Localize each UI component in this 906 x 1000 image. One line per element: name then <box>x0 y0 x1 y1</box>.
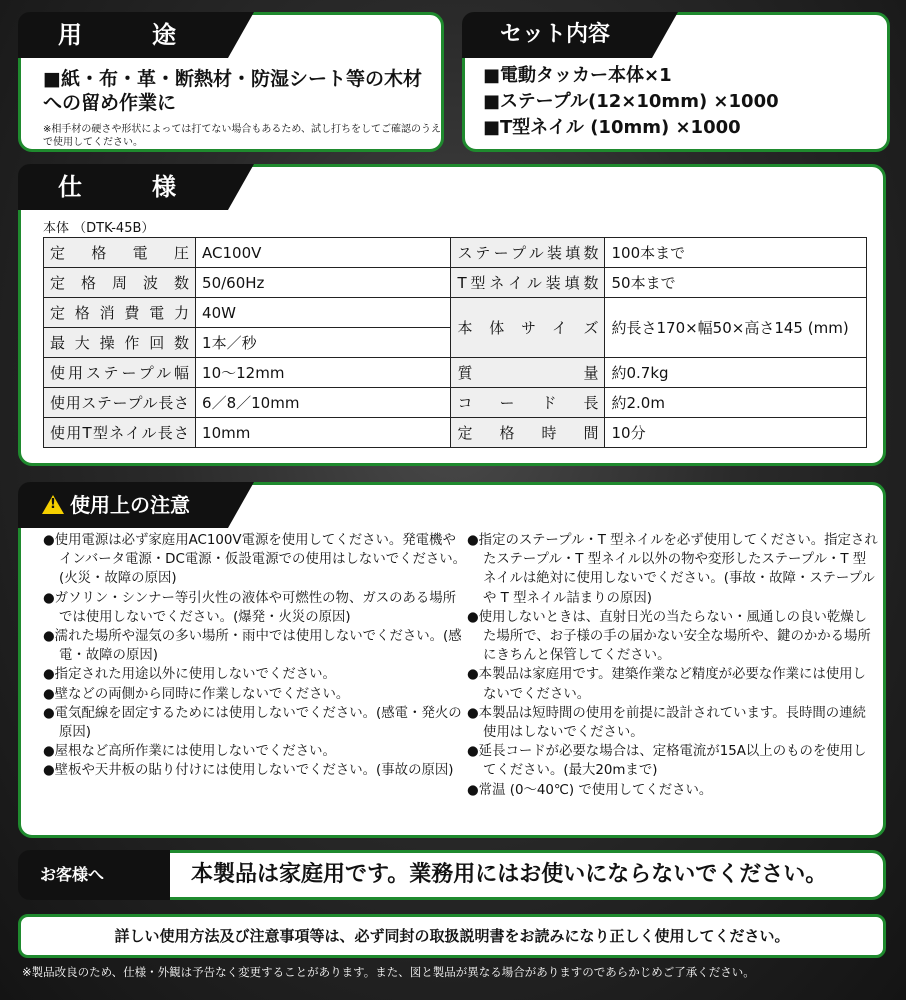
set-contents-panel <box>462 12 890 152</box>
table-row <box>44 358 867 388</box>
spec-caption: 本体 （DTK-45B） <box>43 221 155 236</box>
spec-value: 50/60Hz <box>196 268 451 298</box>
set-contents-list <box>483 63 779 141</box>
list-item: ●本製品は家庭用です。建築作業など精度が必要な作業には使用しないでください。 <box>467 667 866 702</box>
spec-value: 40W <box>196 298 451 328</box>
list-item: ●壁板や天井板の貼り付けには使用しないでください。(事故の原因) <box>43 763 454 779</box>
list-item: ●ガソリン・シンナー等引火性の液体や可燃性の物、ガスのある場所では使用しないでください。(爆発・火災の原因) <box>43 590 457 625</box>
spec-value: AC100V <box>196 238 451 268</box>
table-row <box>44 268 867 298</box>
set-contents-tab: セット内容 <box>462 12 652 58</box>
spec-key: 使用ステープル長さ <box>44 388 196 418</box>
spec-value: 約長さ170×幅50×高さ145 (mm) <box>605 298 867 358</box>
caution-panel <box>18 482 886 838</box>
customer-notice-label: お客様へ <box>18 850 170 900</box>
list-item: ●延長コードが必要な場合は、定格電流が15A以上のものを使用してください。(最大20mまで) <box>467 744 867 779</box>
list-item: ●本製品は短時間の使用を前提に設計されています。長時間の連続使用はしないでください。 <box>467 705 866 741</box>
warning-icon: ! <box>42 495 64 514</box>
caution-tab-label: 使用上の注意 <box>70 493 190 517</box>
usage-panel <box>18 12 444 152</box>
spec-key: 定格時間 <box>451 418 605 448</box>
spec-key: 最大操作回数 <box>44 328 196 358</box>
spec-value: 10〜12mm <box>196 358 451 388</box>
spec-value: 100本まで <box>605 238 867 268</box>
spec-tab-char-1: 仕 <box>58 173 82 201</box>
spec-value: 約0.7kg <box>605 358 867 388</box>
spec-table <box>43 237 867 448</box>
customer-notice-text: 本製品は家庭用です。業務用にはお使いにならないでください。 <box>191 862 828 887</box>
usage-main-text: ■紙・布・革・断熱材・防湿シート等の木材 への留め作業に <box>43 68 441 114</box>
caution-tab <box>18 482 228 528</box>
list-item: ●電気配線を固定するためには使用しないでください。(感電・発火の原因) <box>43 705 462 741</box>
spec-value: 10mm <box>196 418 451 448</box>
spec-key: 質量 <box>451 358 605 388</box>
spec-tab-char-2: 様 <box>152 173 176 201</box>
spec-key: T型ネイル装填数 <box>451 268 605 298</box>
table-row <box>44 238 867 268</box>
spec-value: 10分 <box>605 418 867 448</box>
list-item: ●使用しないときは、直射日光の当たらない・風通しの良い乾燥した場所で、お子様の手の届かない安全な場所や、鍵のかかる場所にきちんと保管してください。 <box>467 609 871 664</box>
table-row <box>44 388 867 418</box>
footnote: ※製品改良のため、仕様・外観は予告なく変更することがあります。また、図と製品が異なる場合がありますのであらかじめご了承ください。 <box>22 965 755 979</box>
spec-value: 1本／秒 <box>196 328 451 358</box>
spec-value: 50本まで <box>605 268 867 298</box>
list-item: ●常温 (0〜40℃) で使用してください。 <box>467 782 713 798</box>
spec-value: 約2.0m <box>605 388 867 418</box>
caution-left-column <box>43 531 467 781</box>
spec-key: ステープル装填数 <box>451 238 605 268</box>
table-row <box>44 298 867 328</box>
manual-notice-text: 詳しい使用方法及び注意事項等は、必ず同封の取扱説明書をお読みになり正しく使用してください。 <box>114 927 790 945</box>
spec-key: 本体サイズ <box>451 298 605 358</box>
spec-key: 使用T型ネイル長さ <box>44 418 196 448</box>
spec-tab <box>18 164 228 210</box>
spec-key: 定格電圧 <box>44 238 196 268</box>
usage-tab-char-1: 用 <box>58 21 82 49</box>
caution-right-column <box>467 531 879 800</box>
list-item: ●壁などの両側から同時に作業しないでください。 <box>43 686 350 702</box>
customer-notice-panel <box>18 850 886 900</box>
usage-note: ※相手材の硬さや形状によっては打てない場合もあるため、試し打ちをしてご確認のうえで使用してください。 <box>43 124 441 148</box>
list-item: ●指定のステープル・T 型ネイルを必ず使用してください。指定されたステープル・T 型ネイル以外の物や変形したステープル・T 型ネイルは絶対に使用しないでください。(事故・故障・ステープルや T 型ネイル詰まりの原因) <box>467 533 878 606</box>
set-item: ■ステープル(12×10mm) ×1000 <box>483 91 779 112</box>
spec-key: 定格消費電力 <box>44 298 196 328</box>
spec-value: 6／8／10mm <box>196 388 451 418</box>
list-item: ●指定された用途以外に使用しないでください。 <box>43 667 336 683</box>
table-row <box>44 418 867 448</box>
set-item: ■電動タッカー本体×1 <box>483 65 672 86</box>
spec-panel <box>18 164 886 466</box>
list-item: ●屋根など高所作業には使用しないでください。 <box>43 744 336 760</box>
manual-notice-panel <box>18 914 886 958</box>
spec-key: 使用ステープル幅 <box>44 358 196 388</box>
spec-key: 定格周波数 <box>44 268 196 298</box>
usage-tab-char-2: 途 <box>152 21 176 49</box>
spec-key: コード長 <box>451 388 605 418</box>
list-item: ●使用電源は必ず家庭用AC100V電源を使用してください。発電機やインバータ電源・DC電源・仮設電源での使用はしないでください。(火災・故障の原因) <box>43 533 467 587</box>
set-item: ■T型ネイル (10mm) ×1000 <box>483 117 741 138</box>
usage-tab <box>18 12 228 58</box>
list-item: ●濡れた場所や湿気の多い場所・雨中では使用しないでください。(感電・故障の原因) <box>43 629 462 664</box>
